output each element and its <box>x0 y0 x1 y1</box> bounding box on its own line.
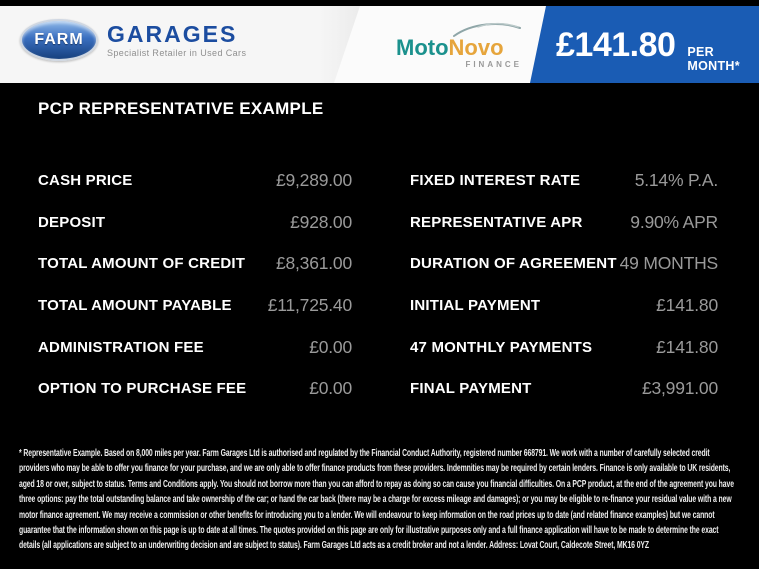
finance-row-value: £11,725.40 <box>267 295 352 316</box>
finance-row-fixed-interest-rate <box>410 160 718 202</box>
farm-garages-logo <box>20 19 246 61</box>
finance-row-label: CASH PRICE <box>38 172 133 190</box>
finance-row-label: FIXED INTEREST RATE <box>410 172 581 190</box>
finance-row-final-payment <box>410 368 718 410</box>
page-title: PCP REPRESENTATIVE EXAMPLE <box>38 99 324 118</box>
header <box>0 6 759 83</box>
finance-row-total-payable <box>38 285 352 327</box>
monthly-price <box>556 26 759 73</box>
finance-row-value: £8,361.00 <box>275 253 352 274</box>
motonovo-wordmark <box>396 35 504 61</box>
finance-row-value: £141.80 <box>656 336 718 357</box>
finance-row-value: £0.00 <box>309 336 352 357</box>
finance-row-value: £3,991.00 <box>641 378 718 399</box>
finance-row-label: TOTAL AMOUNT OF CREDIT <box>38 255 246 273</box>
farm-logo-text <box>107 19 246 58</box>
finance-row-monthly-payments <box>410 326 718 368</box>
motonovo-finance-label: FINANCE <box>465 60 522 69</box>
dealer-tagline: Specialist Retailer in Used Cars <box>107 48 247 58</box>
finance-row-representative-apr <box>410 202 718 244</box>
finance-row-label: DEPOSIT <box>38 213 106 231</box>
finance-row-total-credit <box>38 243 352 285</box>
finance-row-cash-price <box>38 160 352 202</box>
finance-row-label: FINAL PAYMENT <box>410 380 532 398</box>
finance-row-value: 49 MONTHS <box>619 253 718 274</box>
legal-disclaimer-text: * Representative Example. Based on 8,000 miles per year. Farm Garages Ltd is authorised and regulated by the Financial Conduct Authority, registered number 668791. We work with a number of carefully selected credit providers who may be able to offer you finance for your purchase, and we are only able to offer finance products from these providers. Indemnities may be required by certain lenders. Finance is only available to UK residents, aged 18 or over, subject to status. Terms and Conditions apply. You should not borrow more than you can afford to repay as doing so can cause you financial difficulties. On a PCP product, at the end of the agreement you have three options: pay the total outstanding balance and take ownership of the car; or hand the car back (there may be a charge for excess mileage and damages); or you may be eligible to re-finance your residual value with a new motor finance agreement. We may receive a commission or other benefits for introducing you to a lender. We will endeavour to keep information on the road prices up to date (and related finance examples) but we cannot guarantee that the information shown on this page is up to date at all times. The quotes provided on this page are only for illustrative purposes only and a full finance application will have to be made to determine the exact details (all applications are subject to an underwriting decision and are subject to status). Farm Garages Ltd acts as a credit broker and not a lender. Address: Lovat Court, Caldecote Street, MK16 0YZ <box>19 448 734 552</box>
finance-row-value: £141.80 <box>656 295 718 316</box>
monthly-price-suffix: PER MONTH* <box>687 45 740 73</box>
finance-row-value: £0.00 <box>309 378 352 399</box>
finance-row-initial-payment <box>410 285 718 327</box>
finance-row-label: TOTAL AMOUNT PAYABLE <box>38 297 232 315</box>
finance-row-label: DURATION OF AGREEMENT <box>410 255 617 273</box>
finance-row-duration <box>410 243 718 285</box>
finance-row-label: OPTION TO PURCHASE FEE <box>38 380 247 398</box>
finance-table-left-column <box>38 160 352 410</box>
finance-row-value: £928.00 <box>290 211 352 232</box>
monthly-price-amount: £141.80 <box>556 26 676 64</box>
motonovo-word-moto: Moto <box>396 35 449 60</box>
finance-row-value: £9,289.00 <box>275 170 352 191</box>
dealer-name: GARAGES <box>107 21 238 47</box>
finance-row-admin-fee <box>38 326 352 368</box>
farm-oval-badge-icon <box>20 19 98 61</box>
finance-row-label: 47 MONTHLY PAYMENTS <box>410 338 593 356</box>
finance-row-option-to-purchase-fee <box>38 368 352 410</box>
farm-badge-text: FARM <box>34 31 84 48</box>
finance-row-label: INITIAL PAYMENT <box>410 297 541 315</box>
finance-row-deposit <box>38 202 352 244</box>
finance-table-right-column <box>410 160 718 410</box>
finance-row-value: 9.90% APR <box>630 211 718 232</box>
finance-row-label: REPRESENTATIVE APR <box>410 213 583 231</box>
finance-row-value: 5.14% P.A. <box>634 170 718 191</box>
finance-row-label: ADMINISTRATION FEE <box>38 338 204 356</box>
motonovo-word-novo: Novo <box>448 35 504 60</box>
